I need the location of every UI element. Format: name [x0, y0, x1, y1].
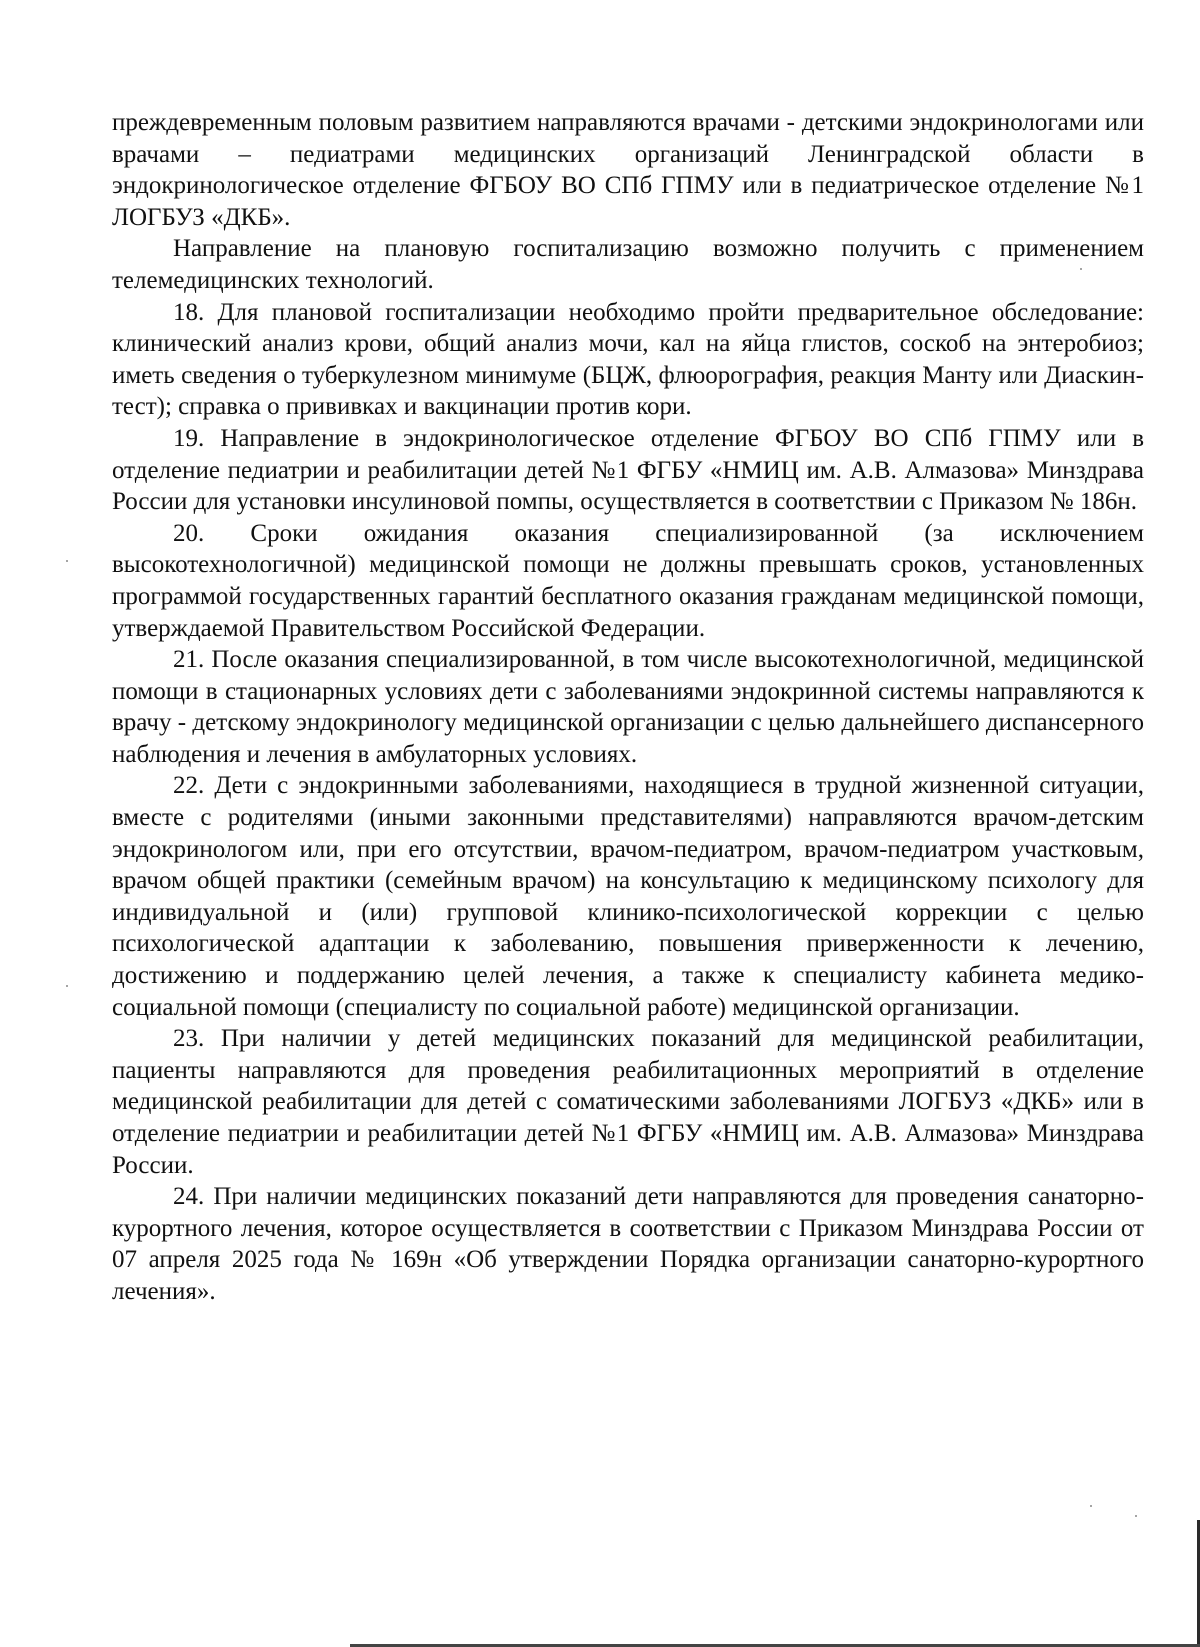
- paragraph-19: 19. Направление в эндокринологическое отделение ФГБОУ ВО СПб ГПМУ или в отделение педиатрии и реабилитации детей №1 ФГБУ «НМИЦ им. А.В. Алмазова» Минздрава России для установки инсулиновой помпы, осуществляется в соответствии с Приказом № 186н.: [112, 424, 1144, 516]
- scan-speck: [1135, 1515, 1137, 1517]
- paragraph-24: 24. При наличии медицинских показаний дети направляются для проведения санаторно-курортного лечения, которое осуществляется в соответствии с Приказом Минздрава России от 07 апреля 2025 года № 169н «Об утверждении Порядка организации санаторно-курортного лечения».: [112, 1183, 1144, 1305]
- document-body: [112, 107, 1144, 1308]
- scan-speck: [1090, 1505, 1092, 1507]
- scan-speck: [1080, 268, 1082, 270]
- paragraph-continuation: преждевременным половым развитием направляются врачами - детскими эндокринологами или врачами – педиатрами медицинских организаций Ленинградской области в эндокринологическое отделение ФГБОУ ВО СПб ГПМУ или в педиатрическое отделение №1 ЛОГБУЗ «ДКБ».: [112, 109, 1144, 231]
- scan-speck: [66, 560, 68, 562]
- paragraph-21: 21. После оказания специализированной, в том числе высокотехнологичной, медицинской помощи в стационарных условиях дети с заболеваниями эндокринной системы направляются к врачу - детскому эндокринологу медицинской организации с целью дальнейшего диспансерного наблюдения и лечения в амбулаторных условиях.: [112, 646, 1144, 768]
- scan-speck: [66, 985, 68, 987]
- paragraph-20: 20. Сроки ожидания оказания специализированной (за исключением высокотехнологичной) медицинской помощи не должны превышать сроков, установленных программой государственных гарантий бесплатного оказания гражданам медицинской помощи, утверждаемой Правительством Российской Федерации.: [112, 519, 1144, 642]
- paragraph-telemedicine: Направление на плановую госпитализацию возможно получить с применением телемедицинских технологий.: [112, 235, 1144, 294]
- paragraph-18: 18. Для плановой госпитализации необходимо пройти предварительное обследование: клинический анализ крови, общий анализ мочи, кал на яйца глистов, соскоб на энтеробиоз; иметь сведения о туберкулезном минимуме (БЦЖ, флюорография, реакция Манту или Диаскин-тест); справка о прививках и вакцинации против кори.: [112, 298, 1144, 421]
- paragraph-23: 23. При наличии у детей медицинских показаний для медицинской реабилитации, пациенты направляются для проведения реабилитационных мероприятий в отделение медицинской реабилитации для детей с соматическими заболеваниями ЛОГБУЗ «ДКБ» или в отделение педиатрии и реабилитации детей №1 ФГБУ «НМИЦ им. А.В. Алмазова» Минздрава России.: [112, 1025, 1144, 1179]
- paragraph-22: 22. Дети с эндокринными заболеваниями, находящиеся в трудной жизненной ситуации, вместе с родителями (иными законными представителями) направляются врачом-детским эндокринологом или, при его отсутствии, врачом-педиатром, врачом-педиатром участковым, врачом общей практики (семейным врачом) на консультацию к медицинскому психологу для индивидуальной и (или) групповой клинико-психологической коррекции с целью психологической адаптации к заболеванию, повышения приверженности к лечению, достижению и поддержанию целей лечения, а также к специалисту кабинета медико-социальной помощи (специалисту по социальной работе) медицинской организации.: [112, 772, 1144, 1021]
